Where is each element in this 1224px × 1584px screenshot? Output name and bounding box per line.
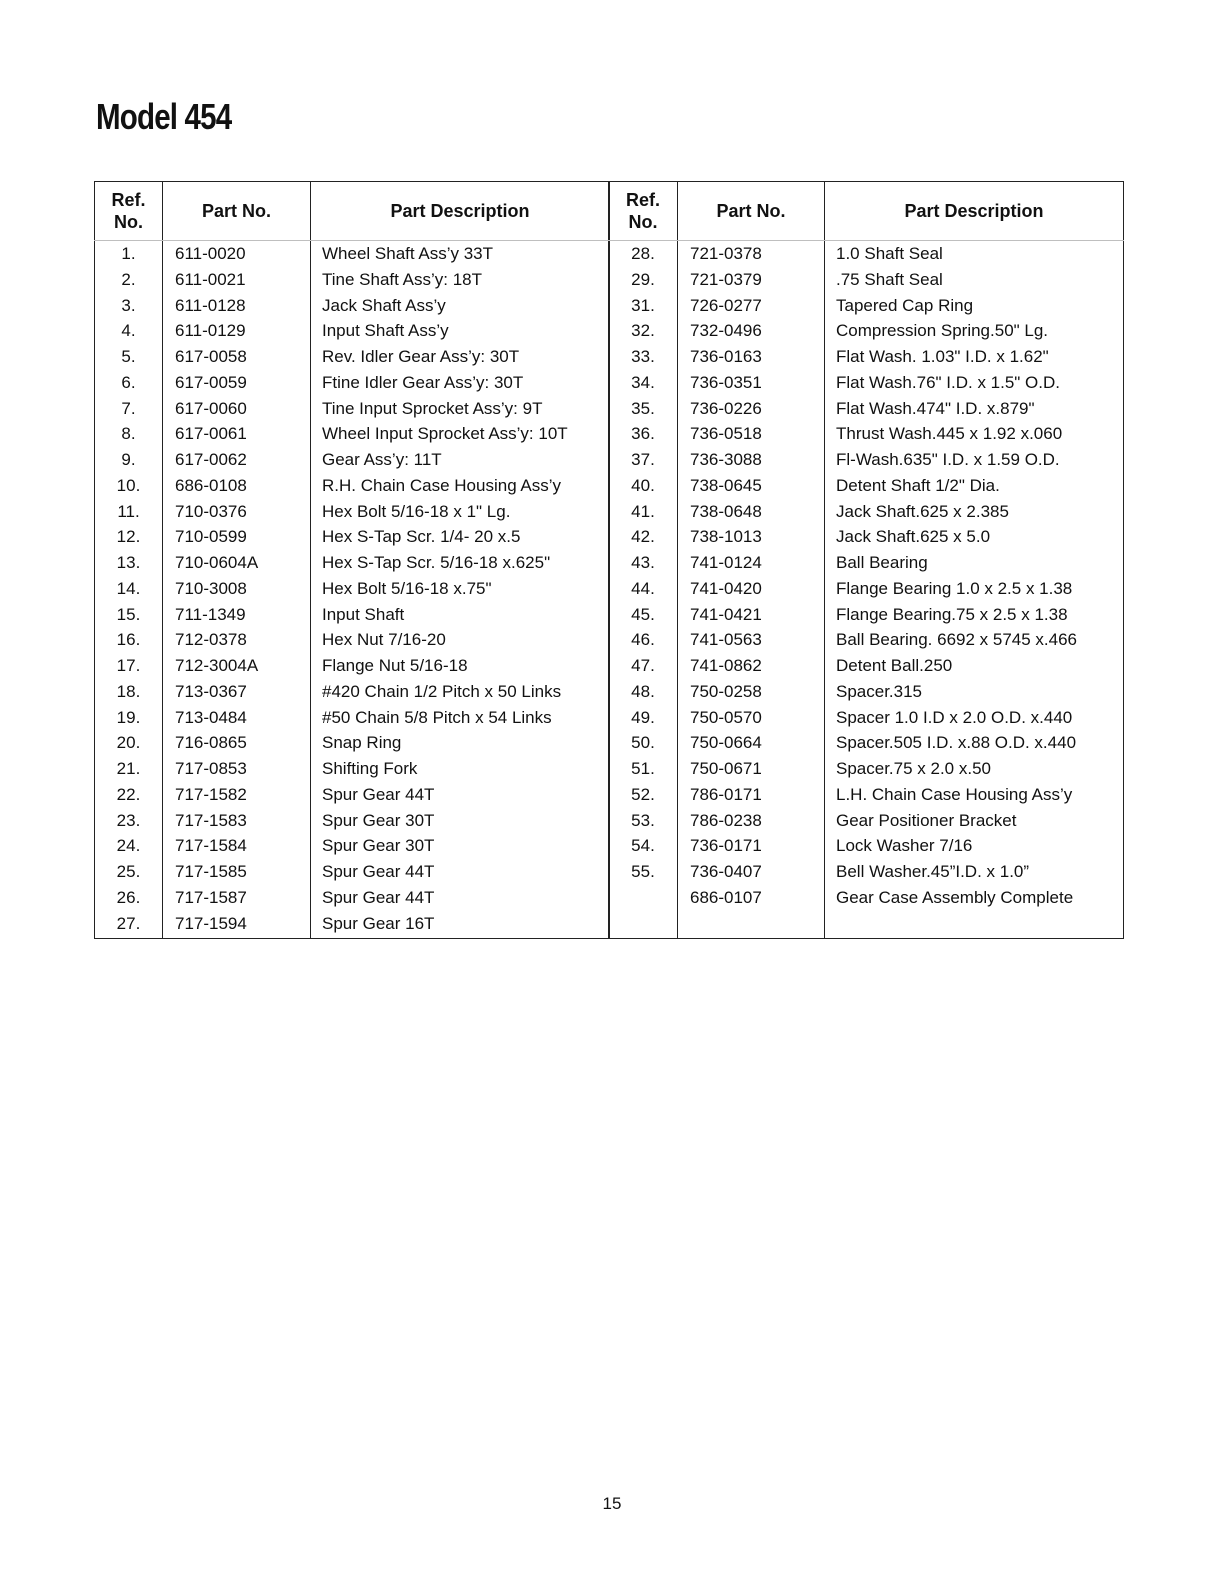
ref-no-cell: 41. xyxy=(609,499,678,525)
part-description-cell: Hex Nut 7/16-20 xyxy=(311,627,610,653)
part-no-cell: 786-0238 xyxy=(678,808,825,834)
part-no-cell: 736-0351 xyxy=(678,370,825,396)
part-description-cell: Spacer 1.0 I.D x 2.0 O.D. x.440 xyxy=(825,705,1124,731)
part-description-header: Part Description xyxy=(825,182,1124,241)
part-description-cell: Spur Gear 30T xyxy=(311,833,610,859)
part-description-cell: Input Shaft Ass’y xyxy=(311,318,610,344)
ref-no-cell: 18. xyxy=(95,679,163,705)
part-description-cell: Detent Shaft 1/2" Dia. xyxy=(825,473,1124,499)
part-no-cell: 611-0021 xyxy=(163,267,311,293)
table-row xyxy=(95,344,610,370)
ref-no-cell xyxy=(609,885,678,911)
part-no-cell: 750-0671 xyxy=(678,756,825,782)
part-no-cell: 738-0645 xyxy=(678,473,825,499)
table-row xyxy=(609,705,1124,731)
part-description-cell: Spur Gear 44T xyxy=(311,885,610,911)
part-no-cell: 750-0664 xyxy=(678,730,825,756)
ref-no-cell: 4. xyxy=(95,318,163,344)
table-row xyxy=(609,421,1124,447)
table-row xyxy=(609,730,1124,756)
table-row xyxy=(95,679,610,705)
part-description-cell: Input Shaft xyxy=(311,602,610,628)
table-row xyxy=(95,370,610,396)
part-description-cell: Spur Gear 44T xyxy=(311,859,610,885)
part-no-cell: 736-0171 xyxy=(678,833,825,859)
part-description-cell: Hex S-Tap Scr. 5/16-18 x.625" xyxy=(311,550,610,576)
table-row xyxy=(609,653,1124,679)
ref-header-line2: No. xyxy=(628,212,658,232)
ref-no-cell: 5. xyxy=(95,344,163,370)
ref-no-cell: 19. xyxy=(95,705,163,731)
part-description-cell: Spur Gear 16T xyxy=(311,911,610,939)
part-description-cell: Gear Positioner Bracket xyxy=(825,808,1124,834)
part-no-cell: 717-1582 xyxy=(163,782,311,808)
table-row xyxy=(95,421,610,447)
part-no-cell: 710-0376 xyxy=(163,499,311,525)
part-description-cell: Snap Ring xyxy=(311,730,610,756)
ref-no-cell: 3. xyxy=(95,293,163,319)
table-row xyxy=(95,859,610,885)
part-description-cell: Thrust Wash.445 x 1.92 x.060 xyxy=(825,421,1124,447)
part-no-cell: 721-0379 xyxy=(678,267,825,293)
part-no-cell: 716-0865 xyxy=(163,730,311,756)
ref-no-cell: 52. xyxy=(609,782,678,808)
part-no-cell: 711-1349 xyxy=(163,602,311,628)
part-no-cell: 736-0518 xyxy=(678,421,825,447)
part-description-cell: Spur Gear 30T xyxy=(311,808,610,834)
part-no-cell: 736-0226 xyxy=(678,396,825,422)
part-description-cell: Hex S-Tap Scr. 1/4- 20 x.5 xyxy=(311,524,610,550)
ref-no-cell: 29. xyxy=(609,267,678,293)
part-no-cell: 741-0420 xyxy=(678,576,825,602)
ref-no-cell: 42. xyxy=(609,524,678,550)
part-no-cell: 717-1584 xyxy=(163,833,311,859)
part-no-cell: 786-0171 xyxy=(678,782,825,808)
table-row xyxy=(95,911,610,939)
ref-no-cell: 22. xyxy=(95,782,163,808)
part-description-cell: Tine Input Sprocket Ass’y: 9T xyxy=(311,396,610,422)
ref-no-cell: 34. xyxy=(609,370,678,396)
part-no-cell: 617-0062 xyxy=(163,447,311,473)
ref-no-cell: 36. xyxy=(609,421,678,447)
part-description-cell: Gear Ass’y: 11T xyxy=(311,447,610,473)
part-description-cell: Flange Bearing.75 x 2.5 x 1.38 xyxy=(825,602,1124,628)
part-no-cell: 741-0124 xyxy=(678,550,825,576)
ref-no-cell: 6. xyxy=(95,370,163,396)
part-no-cell: 717-0853 xyxy=(163,756,311,782)
part-description-cell: Flange Bearing 1.0 x 2.5 x 1.38 xyxy=(825,576,1124,602)
part-no-cell: 736-3088 xyxy=(678,447,825,473)
ref-no-cell: 11. xyxy=(95,499,163,525)
ref-no-cell: 1. xyxy=(95,241,163,267)
table-row xyxy=(609,473,1124,499)
part-description-cell: Bell Washer.45”I.D. x 1.0” xyxy=(825,859,1124,885)
table-row xyxy=(95,267,610,293)
part-no-cell: 713-0484 xyxy=(163,705,311,731)
table-row xyxy=(95,576,610,602)
part-no-cell: 736-0407 xyxy=(678,859,825,885)
table-row xyxy=(609,576,1124,602)
ref-no-cell: 20. xyxy=(95,730,163,756)
table-row xyxy=(609,293,1124,319)
ref-no-cell: 33. xyxy=(609,344,678,370)
header-row xyxy=(95,182,610,241)
table-row xyxy=(609,550,1124,576)
part-no-cell: 738-1013 xyxy=(678,524,825,550)
table-row xyxy=(95,730,610,756)
part-no-cell: 710-3008 xyxy=(163,576,311,602)
part-description-cell: Flat Wash.474" I.D. x.879" xyxy=(825,396,1124,422)
table-row xyxy=(95,499,610,525)
ref-no-cell: 43. xyxy=(609,550,678,576)
table-row xyxy=(95,756,610,782)
table-row xyxy=(609,524,1124,550)
table-row xyxy=(95,602,610,628)
table-row xyxy=(609,782,1124,808)
ref-no-cell: 12. xyxy=(95,524,163,550)
part-no-cell: 738-0648 xyxy=(678,499,825,525)
part-no-cell: 611-0128 xyxy=(163,293,311,319)
part-description-cell: Hex Bolt 5/16-18 x.75" xyxy=(311,576,610,602)
header-row xyxy=(609,182,1124,241)
part-no-cell: 686-0108 xyxy=(163,473,311,499)
table-row xyxy=(609,602,1124,628)
table-row xyxy=(95,447,610,473)
part-description-cell: 1.0 Shaft Seal xyxy=(825,241,1124,267)
table-row xyxy=(95,808,610,834)
part-no-cell: 611-0020 xyxy=(163,241,311,267)
ref-no-cell: 27. xyxy=(95,911,163,939)
part-description-cell: Spacer.315 xyxy=(825,679,1124,705)
table-row xyxy=(95,241,610,267)
part-no-cell xyxy=(678,911,825,939)
part-no-cell: 736-0163 xyxy=(678,344,825,370)
table-row xyxy=(609,859,1124,885)
part-description-cell: Tine Shaft Ass’y: 18T xyxy=(311,267,610,293)
part-description-cell: Fl-Wash.635" I.D. x 1.59 O.D. xyxy=(825,447,1124,473)
part-no-cell: 750-0570 xyxy=(678,705,825,731)
part-no-cell: 617-0061 xyxy=(163,421,311,447)
table-row xyxy=(609,370,1124,396)
ref-no-cell: 16. xyxy=(95,627,163,653)
part-description-cell: Jack Shaft.625 x 2.385 xyxy=(825,499,1124,525)
ref-header-line1: Ref. xyxy=(625,190,660,210)
part-no-cell: 741-0862 xyxy=(678,653,825,679)
ref-no-cell: 26. xyxy=(95,885,163,911)
part-description-cell: Jack Shaft.625 x 5.0 xyxy=(825,524,1124,550)
table-row xyxy=(609,679,1124,705)
part-no-cell: 717-1587 xyxy=(163,885,311,911)
part-no-cell: 712-0378 xyxy=(163,627,311,653)
ref-no-cell: 8. xyxy=(95,421,163,447)
ref-no-cell: 2. xyxy=(95,267,163,293)
part-description-cell: Flat Wash.76" I.D. x 1.5" O.D. xyxy=(825,370,1124,396)
part-no-cell: 710-0604A xyxy=(163,550,311,576)
part-no-cell: 617-0059 xyxy=(163,370,311,396)
part-no-cell: 717-1583 xyxy=(163,808,311,834)
ref-no-cell: 49. xyxy=(609,705,678,731)
part-no-cell: 721-0378 xyxy=(678,241,825,267)
part-description-cell: .75 Shaft Seal xyxy=(825,267,1124,293)
page-title: Model 454 xyxy=(96,96,232,137)
table-row xyxy=(609,833,1124,859)
ref-no-cell: 9. xyxy=(95,447,163,473)
part-description-cell: Rev. Idler Gear Ass’y: 30T xyxy=(311,344,610,370)
part-no-cell: 686-0107 xyxy=(678,885,825,911)
table-row xyxy=(609,447,1124,473)
part-description-cell: Flange Nut 5/16-18 xyxy=(311,653,610,679)
part-description-cell: Wheel Shaft Ass’y 33T xyxy=(311,241,610,267)
ref-no-cell: 55. xyxy=(609,859,678,885)
table-row xyxy=(609,396,1124,422)
parts-table-right xyxy=(608,181,1124,939)
table-row xyxy=(95,653,610,679)
ref-no-cell: 21. xyxy=(95,756,163,782)
ref-no-cell xyxy=(609,911,678,939)
ref-no-cell: 48. xyxy=(609,679,678,705)
page-number: 15 xyxy=(602,1494,622,1513)
table-row xyxy=(609,911,1124,939)
table-row xyxy=(609,241,1124,267)
table-row xyxy=(95,293,610,319)
table-row xyxy=(95,705,610,731)
table-row xyxy=(609,808,1124,834)
part-no-cell: 750-0258 xyxy=(678,679,825,705)
table-row xyxy=(609,627,1124,653)
ref-no-cell: 7. xyxy=(95,396,163,422)
part-description-cell: Tapered Cap Ring xyxy=(825,293,1124,319)
table-row xyxy=(609,885,1124,911)
ref-no-cell: 14. xyxy=(95,576,163,602)
part-no-cell: 713-0367 xyxy=(163,679,311,705)
part-description-cell: Compression Spring.50" Lg. xyxy=(825,318,1124,344)
part-no-cell: 712-3004A xyxy=(163,653,311,679)
part-no-cell: 726-0277 xyxy=(678,293,825,319)
part-no-cell: 710-0599 xyxy=(163,524,311,550)
ref-no-cell: 31. xyxy=(609,293,678,319)
table-row xyxy=(95,833,610,859)
ref-header-line1: Ref. xyxy=(111,190,146,210)
ref-no-cell: 53. xyxy=(609,808,678,834)
part-description-cell: Spacer.505 I.D. x.88 O.D. x.440 xyxy=(825,730,1124,756)
part-no-header: Part No. xyxy=(163,182,311,241)
ref-no-cell: 50. xyxy=(609,730,678,756)
part-no-cell: 617-0058 xyxy=(163,344,311,370)
part-no-header: Part No. xyxy=(678,182,825,241)
ref-no-cell: 15. xyxy=(95,602,163,628)
table-row xyxy=(95,318,610,344)
ref-no-cell: 47. xyxy=(609,653,678,679)
table-row xyxy=(609,756,1124,782)
ref-no-cell: 32. xyxy=(609,318,678,344)
part-description-cell: R.H. Chain Case Housing Ass’y xyxy=(311,473,610,499)
part-description-cell: Ball Bearing xyxy=(825,550,1124,576)
table-row xyxy=(95,550,610,576)
ref-no-cell: 40. xyxy=(609,473,678,499)
ref-no-cell: 35. xyxy=(609,396,678,422)
part-no-cell: 611-0129 xyxy=(163,318,311,344)
part-description-cell xyxy=(825,911,1124,939)
table-row xyxy=(95,396,610,422)
ref-no-header xyxy=(95,182,163,241)
part-no-cell: 732-0496 xyxy=(678,318,825,344)
part-description-cell: Spacer.75 x 2.0 x.50 xyxy=(825,756,1124,782)
part-no-cell: 741-0421 xyxy=(678,602,825,628)
ref-no-cell: 25. xyxy=(95,859,163,885)
ref-no-cell: 13. xyxy=(95,550,163,576)
part-description-cell: Spur Gear 44T xyxy=(311,782,610,808)
table-row xyxy=(95,524,610,550)
part-no-cell: 717-1594 xyxy=(163,911,311,939)
ref-no-cell: 46. xyxy=(609,627,678,653)
part-description-cell: Detent Ball.250 xyxy=(825,653,1124,679)
part-description-cell: Ball Bearing. 6692 x 5745 x.466 xyxy=(825,627,1124,653)
part-no-cell: 717-1585 xyxy=(163,859,311,885)
part-description-cell: Wheel Input Sprocket Ass’y: 10T xyxy=(311,421,610,447)
table-row xyxy=(95,473,610,499)
part-description-cell: Shifting Fork xyxy=(311,756,610,782)
part-description-cell: Flat Wash. 1.03" I.D. x 1.62" xyxy=(825,344,1124,370)
part-no-cell: 617-0060 xyxy=(163,396,311,422)
part-description-cell: #420 Chain 1/2 Pitch x 50 Links xyxy=(311,679,610,705)
part-description-header: Part Description xyxy=(311,182,610,241)
part-description-cell: Hex Bolt 5/16-18 x 1" Lg. xyxy=(311,499,610,525)
table-row xyxy=(609,344,1124,370)
ref-no-cell: 24. xyxy=(95,833,163,859)
table-row xyxy=(95,782,610,808)
table-row xyxy=(95,885,610,911)
ref-no-header xyxy=(609,182,678,241)
table-row xyxy=(609,267,1124,293)
ref-no-cell: 54. xyxy=(609,833,678,859)
ref-no-cell: 17. xyxy=(95,653,163,679)
part-description-cell: #50 Chain 5/8 Pitch x 54 Links xyxy=(311,705,610,731)
parts-table-left xyxy=(94,181,610,939)
table-row xyxy=(609,318,1124,344)
ref-no-cell: 37. xyxy=(609,447,678,473)
part-no-cell: 741-0563 xyxy=(678,627,825,653)
table-row xyxy=(609,499,1124,525)
part-description-cell: L.H. Chain Case Housing Ass’y xyxy=(825,782,1124,808)
ref-no-cell: 28. xyxy=(609,241,678,267)
ref-no-cell: 10. xyxy=(95,473,163,499)
table-row xyxy=(95,627,610,653)
part-description-cell: Lock Washer 7/16 xyxy=(825,833,1124,859)
ref-header-line2: No. xyxy=(114,212,143,232)
part-description-cell: Jack Shaft Ass’y xyxy=(311,293,610,319)
ref-no-cell: 51. xyxy=(609,756,678,782)
ref-no-cell: 45. xyxy=(609,602,678,628)
part-description-cell: Ftine Idler Gear Ass’y: 30T xyxy=(311,370,610,396)
ref-no-cell: 44. xyxy=(609,576,678,602)
part-description-cell: Gear Case Assembly Complete xyxy=(825,885,1124,911)
ref-no-cell: 23. xyxy=(95,808,163,834)
